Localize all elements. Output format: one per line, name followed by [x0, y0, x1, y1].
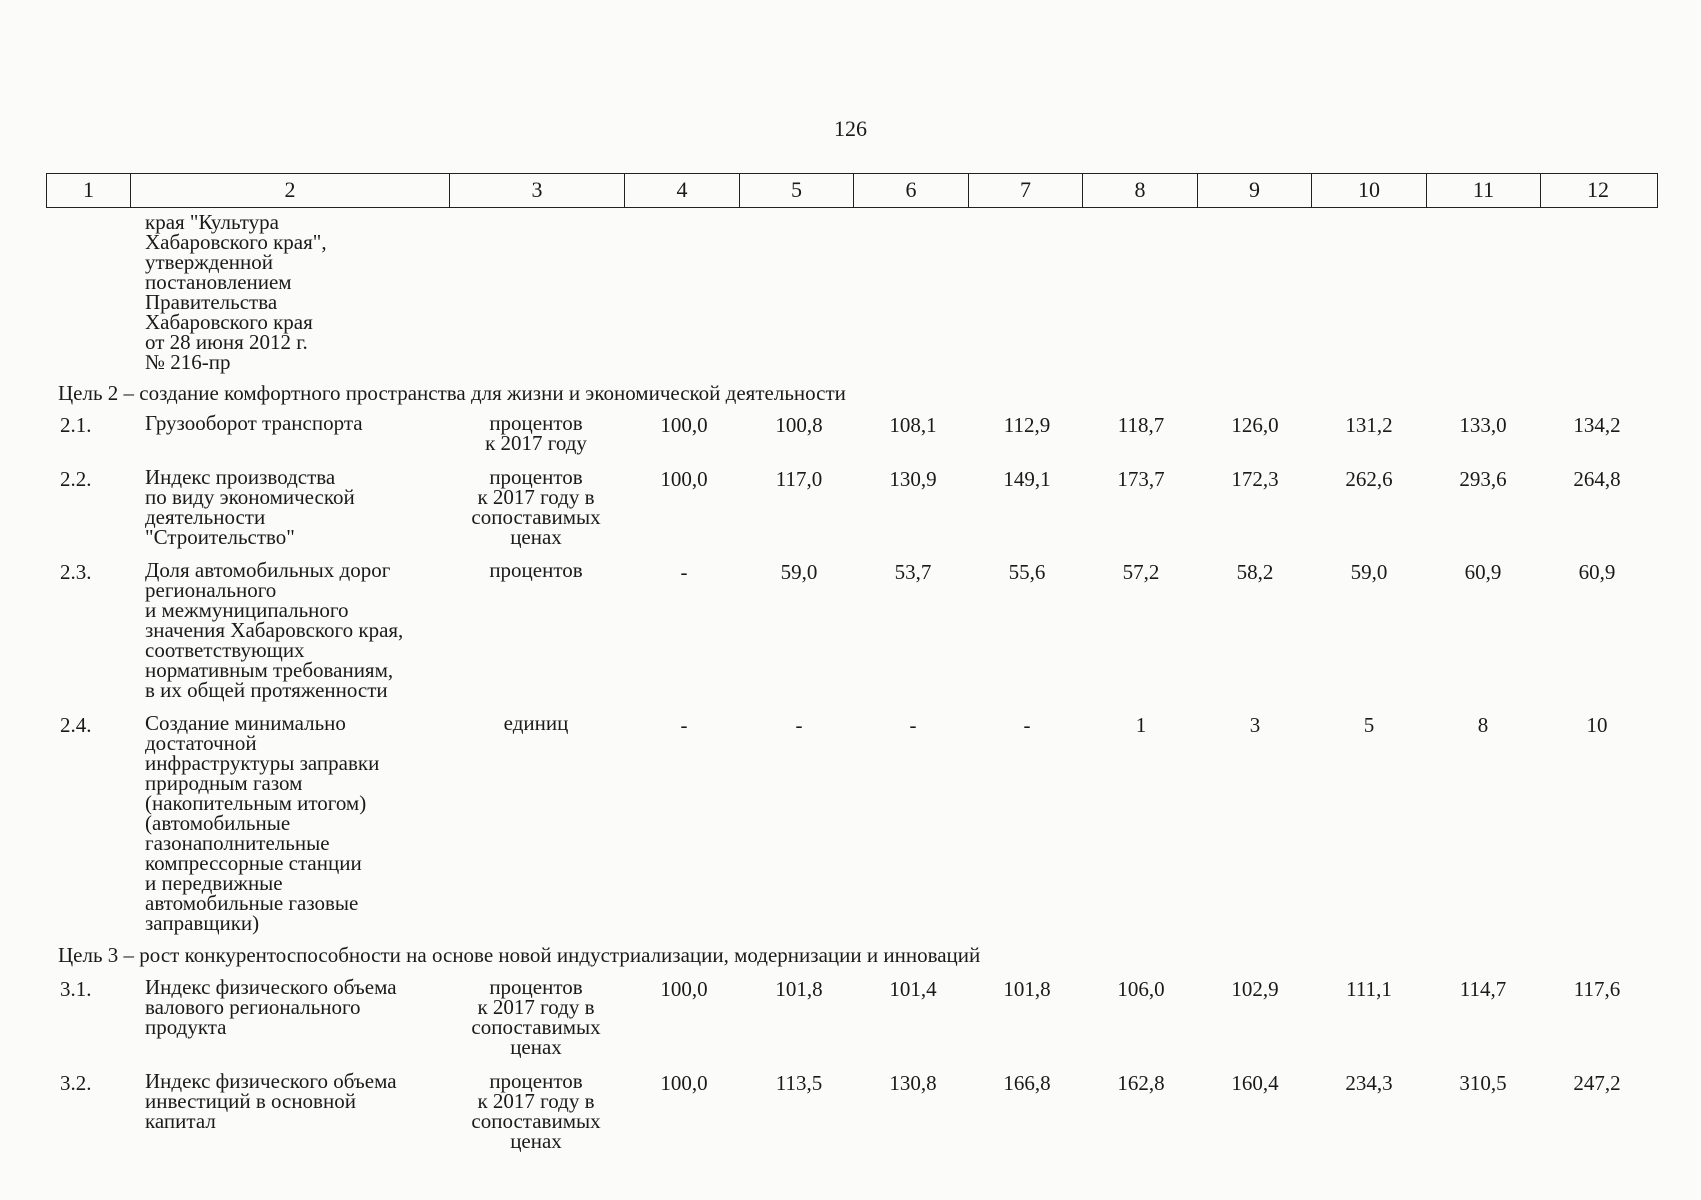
- unit-line: единиц: [503, 711, 569, 735]
- table-row: [46, 558, 1658, 702]
- value-cell-col-7: 101,8: [1003, 977, 1051, 1001]
- value-cell-col-10: 234,3: [1345, 1071, 1393, 1095]
- unit-line: процентов: [489, 558, 583, 582]
- indicator-name: [145, 1071, 465, 1131]
- indicator-name-line: Доля автомобильных дорог: [145, 558, 391, 582]
- unit-of-measure: [436, 1071, 636, 1151]
- value-cell-col-12: 134,2: [1573, 413, 1621, 437]
- unit-line: сопоставимых: [471, 505, 601, 529]
- indicator-name-line: природным газом: [145, 771, 303, 795]
- value-cell-col-9: 3: [1249, 713, 1261, 737]
- value-cell-col-6: 101,4: [889, 977, 937, 1001]
- indicator-name-line: инфраструктуры заправки: [145, 751, 380, 775]
- value-cell-col-5: 101,8: [775, 977, 823, 1001]
- value-cell-col-10: 59,0: [1350, 560, 1388, 584]
- header-cell-3: 3: [450, 174, 625, 207]
- value-cell-col-4: 100,0: [660, 467, 708, 491]
- indicator-name-line: Индекс физического объема: [145, 975, 397, 999]
- table-row: [46, 411, 1658, 455]
- row-number: 2.3.: [60, 560, 92, 584]
- continued-text-line: от 28 июня 2012 г.: [145, 330, 308, 354]
- table-row: [46, 975, 1658, 1059]
- header-cell-6: 6: [854, 174, 969, 207]
- value-cell-col-4: 100,0: [660, 977, 708, 1001]
- row-number: 2.1.: [60, 413, 92, 437]
- indicator-name-line: валового регионального: [145, 995, 361, 1019]
- row-number: 2.2.: [60, 467, 92, 491]
- indicator-name-line: нормативным требованиям,: [145, 658, 394, 682]
- value-cell-col-5: 100,8: [775, 413, 823, 437]
- value-cell-col-5: -: [795, 713, 803, 737]
- unit-line: к 2017 году в: [477, 995, 595, 1019]
- value-cell-col-9: 172,3: [1231, 467, 1279, 491]
- value-cell-col-9: 102,9: [1231, 977, 1279, 1001]
- value-cell-col-9: 126,0: [1231, 413, 1279, 437]
- continued-text-line: края "Культура: [145, 210, 279, 234]
- indicator-name: [145, 467, 465, 547]
- header-cell-10: 10: [1312, 174, 1427, 207]
- indicator-name-line: автомобильные газовые: [145, 891, 359, 915]
- value-cell-col-10: 5: [1363, 713, 1375, 737]
- indicator-name-line: компрессорные станции: [145, 851, 362, 875]
- indicator-name-line: газонаполнительные: [145, 831, 330, 855]
- value-cell-col-12: 247,2: [1573, 1071, 1621, 1095]
- value-cell-col-12: 117,6: [1573, 977, 1621, 1001]
- table-row: [46, 1069, 1658, 1153]
- value-cell-col-5: 113,5: [775, 1071, 823, 1095]
- indicator-name-line: (автомобильные: [145, 811, 291, 835]
- indicator-name-line: и межмуниципального: [145, 598, 349, 622]
- row-number: 2.4.: [60, 713, 92, 737]
- header-cell-4: 4: [625, 174, 740, 207]
- unit-of-measure: [436, 560, 636, 580]
- value-cell-col-12: 10: [1586, 713, 1608, 737]
- continued-text-line: № 216-пр: [145, 350, 231, 374]
- table-header-row: [46, 173, 1658, 208]
- indicator-name-line: соответствующих: [145, 638, 305, 662]
- indicator-name-line: Индекс физического объема: [145, 1069, 397, 1093]
- unit-of-measure: [436, 413, 636, 453]
- value-cell-col-11: 8: [1477, 713, 1489, 737]
- value-cell-col-5: 117,0: [775, 467, 823, 491]
- value-cell-col-4: 100,0: [660, 1071, 708, 1095]
- value-cell-col-11: 114,7: [1459, 977, 1507, 1001]
- value-cell-col-11: 310,5: [1459, 1071, 1507, 1095]
- value-cell-col-4: -: [680, 713, 688, 737]
- value-cell-col-6: 108,1: [889, 413, 937, 437]
- header-cell-8: 8: [1083, 174, 1198, 207]
- indicator-name-line: Грузооборот транспорта: [145, 411, 363, 435]
- indicator-name-line: заправщики): [145, 911, 260, 935]
- unit-line: процентов: [489, 975, 583, 999]
- unit-line: к 2017 году: [485, 431, 587, 455]
- value-cell-col-10: 111,1: [1346, 977, 1392, 1001]
- unit-line: сопоставимых: [471, 1015, 601, 1039]
- value-cell-col-6: 130,9: [889, 467, 937, 491]
- indicator-name-line: регионального: [145, 578, 277, 602]
- header-cell-1: 1: [47, 174, 131, 207]
- indicator-name-line: продукта: [145, 1015, 227, 1039]
- continued-text-line: Правительства: [145, 290, 278, 314]
- continued-text-line: утвержденной: [145, 250, 274, 274]
- unit-line: процентов: [489, 411, 583, 435]
- header-cell-5: 5: [740, 174, 854, 207]
- value-cell-col-6: 130,8: [889, 1071, 937, 1095]
- value-cell-col-8: 57,2: [1122, 560, 1160, 584]
- value-cell-col-7: -: [1023, 713, 1031, 737]
- continued-text-line: Хабаровского края",: [145, 230, 327, 254]
- value-cell-col-8: 173,7: [1117, 467, 1165, 491]
- table-row: [46, 711, 1658, 935]
- header-cell-2: 2: [131, 174, 450, 207]
- value-cell-col-7: 166,8: [1003, 1071, 1051, 1095]
- continued-text-line: постановлением: [145, 270, 292, 294]
- goal-3-heading: Цель 3 – рост конкурентоспособности на основе новой индустриализации, модернизации и инноваций: [58, 943, 981, 967]
- value-cell-col-7: 149,1: [1003, 467, 1051, 491]
- value-cell-col-8: 106,0: [1117, 977, 1165, 1001]
- indicator-name-line: в их общей протяженности: [145, 678, 388, 702]
- indicator-name-line: деятельности: [145, 505, 266, 529]
- indicator-name: [145, 413, 465, 433]
- value-cell-col-9: 58,2: [1236, 560, 1274, 584]
- value-cell-col-5: 59,0: [780, 560, 818, 584]
- value-cell-col-10: 131,2: [1345, 413, 1393, 437]
- continued-cell-text: [145, 212, 445, 372]
- indicator-name-line: Индекс производства: [145, 465, 336, 489]
- header-cell-12: 12: [1587, 177, 1609, 202]
- header-cell-11: 11: [1427, 174, 1541, 207]
- unit-line: к 2017 году в: [477, 485, 595, 509]
- row-number: 3.2.: [60, 1071, 92, 1095]
- value-cell-col-8: 118,7: [1117, 413, 1165, 437]
- indicator-name-line: капитал: [145, 1109, 216, 1133]
- unit-line: ценах: [510, 525, 562, 549]
- unit-line: ценах: [510, 1035, 562, 1059]
- value-cell-col-12: 264,8: [1573, 467, 1621, 491]
- goal-2-heading: Цель 2 – создание комфортного пространства для жизни и экономической деятельности: [58, 381, 846, 405]
- value-cell-col-7: 55,6: [1008, 560, 1046, 584]
- value-cell-col-6: -: [909, 713, 917, 737]
- row-number: 3.1.: [60, 977, 92, 1001]
- unit-line: сопоставимых: [471, 1109, 601, 1133]
- indicator-name: [145, 713, 465, 933]
- table-row: [46, 465, 1658, 549]
- value-cell-col-6: 53,7: [894, 560, 932, 584]
- value-cell-col-10: 262,6: [1345, 467, 1393, 491]
- unit-of-measure: [436, 713, 636, 733]
- page-number: 126: [834, 116, 867, 141]
- value-cell-col-11: 293,6: [1459, 467, 1507, 491]
- indicator-name: [145, 560, 465, 700]
- unit-of-measure: [436, 977, 636, 1057]
- indicator-name-line: достаточной: [145, 731, 257, 755]
- unit-line: ценах: [510, 1129, 562, 1153]
- value-cell-col-9: 160,4: [1231, 1071, 1279, 1095]
- value-cell-col-8: 1: [1135, 713, 1147, 737]
- unit-of-measure: [436, 467, 636, 547]
- value-cell-col-11: 133,0: [1459, 413, 1507, 437]
- indicator-name-line: Создание минимально: [145, 711, 346, 735]
- unit-line: процентов: [489, 1069, 583, 1093]
- header-cell-9: 9: [1198, 174, 1312, 207]
- indicator-name: [145, 977, 465, 1037]
- continued-text-line: Хабаровского края: [145, 310, 313, 334]
- indicator-name-line: и передвижные: [145, 871, 283, 895]
- indicator-name-line: по виду экономической: [145, 485, 355, 509]
- value-cell-col-12: 60,9: [1578, 560, 1616, 584]
- header-cell-7: 7: [969, 174, 1083, 207]
- unit-line: к 2017 году в: [477, 1089, 595, 1113]
- indicator-name-line: значения Хабаровского края,: [145, 618, 404, 642]
- indicator-name-line: (накопительным итогом): [145, 791, 367, 815]
- value-cell-col-4: -: [680, 560, 688, 584]
- indicator-name-line: "Строительство": [145, 525, 295, 549]
- unit-line: процентов: [489, 465, 583, 489]
- value-cell-col-11: 60,9: [1464, 560, 1502, 584]
- value-cell-col-8: 162,8: [1117, 1071, 1165, 1095]
- value-cell-col-7: 112,9: [1003, 413, 1051, 437]
- value-cell-col-4: 100,0: [660, 413, 708, 437]
- indicator-name-line: инвестиций в основной: [145, 1089, 356, 1113]
